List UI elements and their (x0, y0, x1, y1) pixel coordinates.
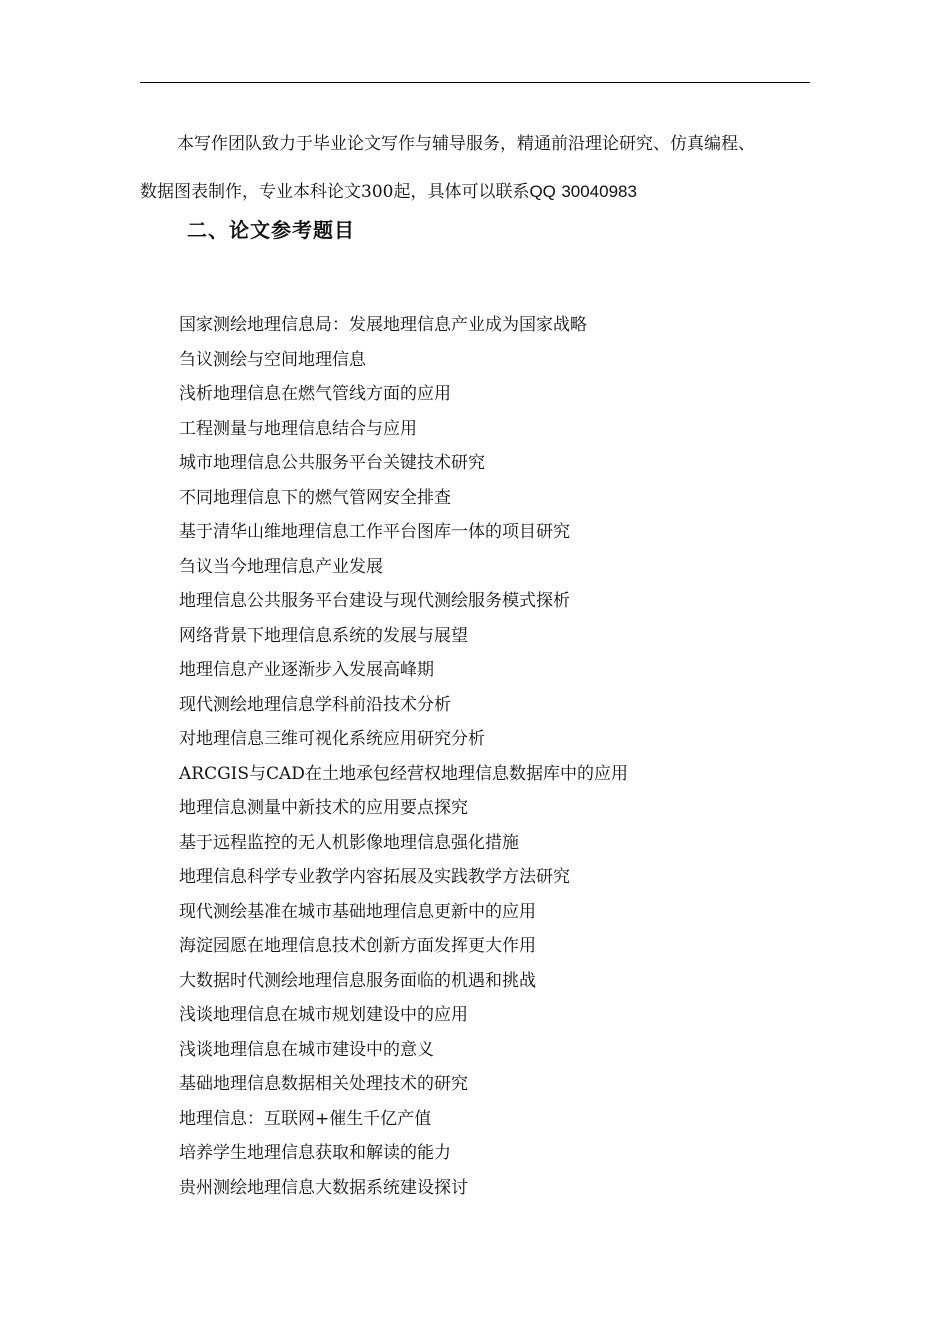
intro-line-2-text: 数据图表制作，专业本科论文300起，具体可以联系 (140, 182, 530, 202)
topic-item: 刍议当今地理信息产业发展 (179, 556, 383, 577)
topic-item: 地理信息公共服务平台建设与现代测绘服务模式探析 (179, 591, 570, 611)
topic-item: 对地理信息三维可视化系统应用研究分析 (179, 729, 485, 749)
topic-item: 地理信息：互联网+催生千亿产值 (179, 1108, 432, 1129)
qq-number: 30040983 (561, 182, 637, 201)
topic-item: 刍议测绘与空间地理信息 (179, 349, 366, 370)
topic-item: ARCGIS与CAD在土地承包经营权地理信息数据库中的应用 (179, 763, 628, 784)
topic-item: 基于清华山维地理信息工作平台图库一体的项目研究 (179, 522, 570, 542)
qq-label: QQ (529, 182, 556, 201)
topic-item: 城市地理信息公共服务平台关键技术研究 (179, 453, 485, 473)
topic-item: 工程测量与地理信息结合与应用 (179, 418, 417, 439)
topic-list (179, 308, 628, 1205)
topic-item: 培养学生地理信息获取和解读的能力 (179, 1143, 451, 1163)
topic-item: 不同地理信息下的燃气管网安全排查 (179, 487, 451, 508)
topic-item: 国家测绘地理信息局：发展地理信息产业成为国家战略 (179, 315, 587, 335)
intro-line-2 (140, 168, 820, 216)
topic-item: 基础地理信息数据相关处理技术的研究 (179, 1074, 468, 1094)
topic-item: 大数据时代测绘地理信息服务面临的机遇和挑战 (179, 970, 536, 991)
topic-item: 浅谈地理信息在城市建设中的意义 (179, 1039, 434, 1060)
intro-paragraph (140, 120, 820, 216)
topic-item: 现代测绘地理信息学科前沿技术分析 (179, 694, 451, 715)
topic-item: 现代测绘基准在城市基础地理信息更新中的应用 (179, 901, 536, 922)
header-rule (140, 82, 810, 83)
topic-item: 网络背景下地理信息系统的发展与展望 (179, 625, 468, 646)
section-title: 二、论文参考题目 (187, 218, 355, 242)
intro-line-1: 本写作团队致力于毕业论文写作与辅导服务，精通前沿理论研究、仿真编程、 (177, 134, 755, 154)
topic-item: 地理信息科学专业教学内容拓展及实践教学方法研究 (179, 867, 570, 887)
topic-item: 贵州测绘地理信息大数据系统建设探讨 (179, 1177, 468, 1198)
topic-item: 浅谈地理信息在城市规划建设中的应用 (179, 1005, 468, 1025)
topic-item: 基于远程监控的无人机影像地理信息强化措施 (179, 832, 519, 853)
topic-item: 地理信息测量中新技术的应用要点探究 (179, 798, 468, 818)
topic-item: 地理信息产业逐渐步入发展高峰期 (179, 660, 434, 680)
topic-item: 海淀园愿在地理信息技术创新方面发挥更大作用 (179, 936, 536, 956)
topic-item: 浅析地理信息在燃气管线方面的应用 (179, 384, 451, 404)
